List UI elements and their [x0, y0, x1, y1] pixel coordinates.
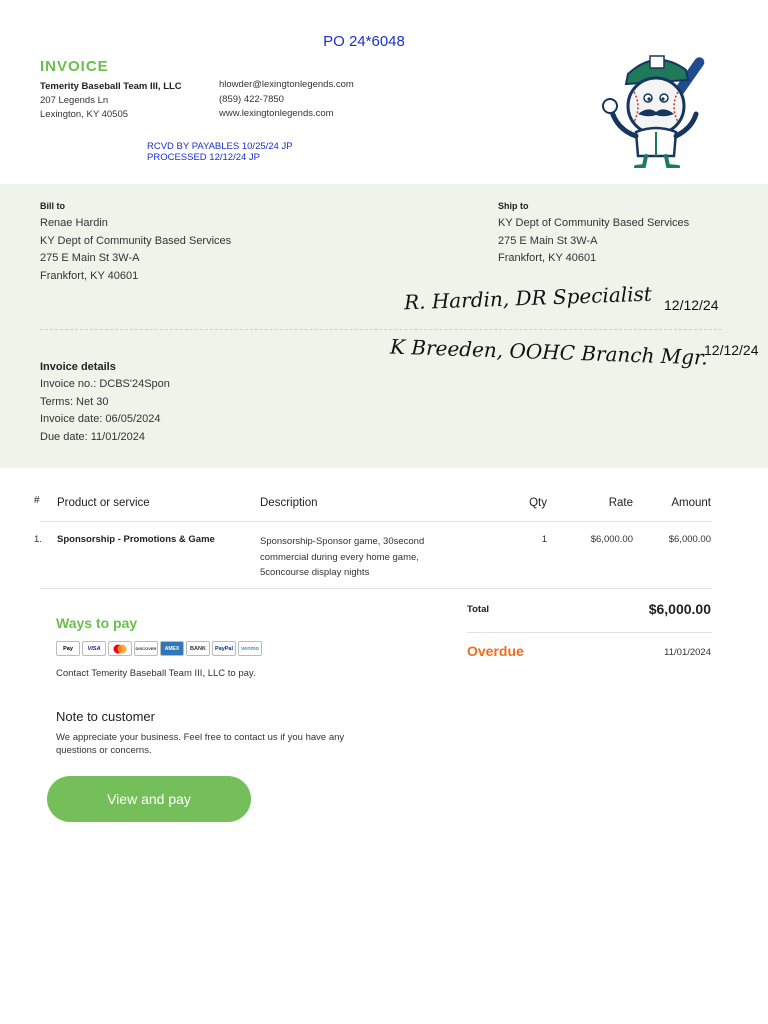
invoice-number: Invoice no.: DCBS'24Spon [40, 378, 170, 390]
section-divider [40, 329, 722, 330]
bill-to-street: 275 E Main St 3W-A [40, 252, 140, 264]
row-product: Sponsorship - Promotions & Game [57, 534, 215, 545]
note-title: Note to customer [56, 709, 155, 724]
invoice-details-block [40, 361, 170, 446]
row-amount: $6,000.00 [668, 534, 711, 545]
total-rule [467, 632, 712, 633]
visa-icon: VISA [82, 641, 106, 656]
mastercard-icon [108, 641, 132, 656]
col-header-qty: Qty [529, 497, 547, 509]
ship-to-block [498, 201, 689, 268]
team-logo [598, 44, 716, 168]
bill-to-block [40, 201, 231, 285]
row-num: 1. [34, 534, 42, 545]
bill-to-name: Renae Hardin [40, 217, 108, 229]
company-website: www.lexingtonlegends.com [219, 108, 334, 119]
company-name: Temerity Baseball Team III, LLC [40, 81, 182, 92]
invoice-terms: Terms: Net 30 [40, 395, 109, 408]
ship-to-org: KY Dept of Community Based Services [498, 217, 690, 229]
signature-breeden: K Breeden, OOHC Branch Mgr. [389, 334, 709, 370]
col-header-product: Product or service [57, 497, 150, 509]
discover-icon: DISCOVER [134, 641, 158, 656]
company-phone: (859) 422-7850 [219, 93, 284, 105]
total-amount: $6,000.00 [648, 601, 711, 617]
ship-to-city: Frankfort, KY 40601 [498, 252, 597, 264]
ways-to-pay-title: Ways to pay [56, 615, 138, 631]
invoice-due-date: Due date: 11/01/2024 [40, 430, 145, 443]
ship-to-street: 275 E Main St 3W-A [498, 234, 598, 247]
col-header-description: Description [260, 497, 318, 509]
status-badge: Overdue [467, 643, 524, 659]
apple-pay-icon: Pay [56, 641, 80, 656]
company-address-block [40, 80, 182, 122]
col-header-amount: Amount [671, 497, 711, 509]
col-header-num: # [34, 495, 40, 506]
bill-to-label: Bill to [40, 201, 65, 211]
row-qty: 1 [541, 534, 547, 545]
total-label: Total [467, 604, 489, 615]
pay-contact-text: Contact Temerity Baseball Team III, LLC to pay. [56, 668, 256, 679]
venmo-icon: venmo [238, 641, 262, 656]
stamp-processed: PROCESSED 12/12/24 JP [147, 152, 260, 163]
company-email: hlowder@lexingtonlegends.com [219, 79, 354, 90]
signature-hardin-date: 12/12/24 [664, 297, 719, 313]
po-number: PO 24*6048 [323, 33, 405, 50]
ship-to-label: Ship to [498, 201, 529, 211]
signature-breeden-date: 12/12/24 [704, 342, 759, 358]
col-header-rate: Rate [608, 497, 633, 509]
company-street: 207 Legends Ln [40, 95, 109, 106]
bank-icon: BANK [186, 641, 210, 656]
table-header-rule [40, 521, 712, 522]
company-city: Lexington, KY 40505 [40, 109, 129, 120]
invoice-date: Invoice date: 06/05/2024 [40, 413, 161, 425]
view-and-pay-button[interactable]: View and pay [47, 776, 251, 822]
invoice-title: INVOICE [40, 58, 109, 75]
note-text: We appreciate your business. Feel free to contact us if you have any questions or concerns. [56, 732, 345, 756]
paypal-icon: PayPal [212, 641, 236, 656]
company-contact-block [219, 78, 354, 122]
bill-to-city: Frankfort, KY 40601 [40, 269, 139, 282]
signature-hardin: R. Hardin, DR Specialist [403, 281, 653, 315]
payment-methods [56, 641, 262, 656]
payables-stamp [147, 141, 293, 163]
table-bottom-rule [40, 588, 712, 589]
stamp-received: RCVD BY PAYABLES 10/25/24 JP [147, 141, 293, 152]
bill-to-org: KY Dept of Community Based Services [40, 234, 232, 247]
invoice-details-title: Invoice details [40, 361, 116, 373]
amex-icon: AMEX [160, 641, 184, 656]
row-rate: $6,000.00 [590, 534, 633, 545]
status-date: 11/01/2024 [664, 647, 711, 658]
row-description: Sponsorship-Sponsor game, 30second commercial during every home game, 5concourse display nights [260, 536, 425, 578]
